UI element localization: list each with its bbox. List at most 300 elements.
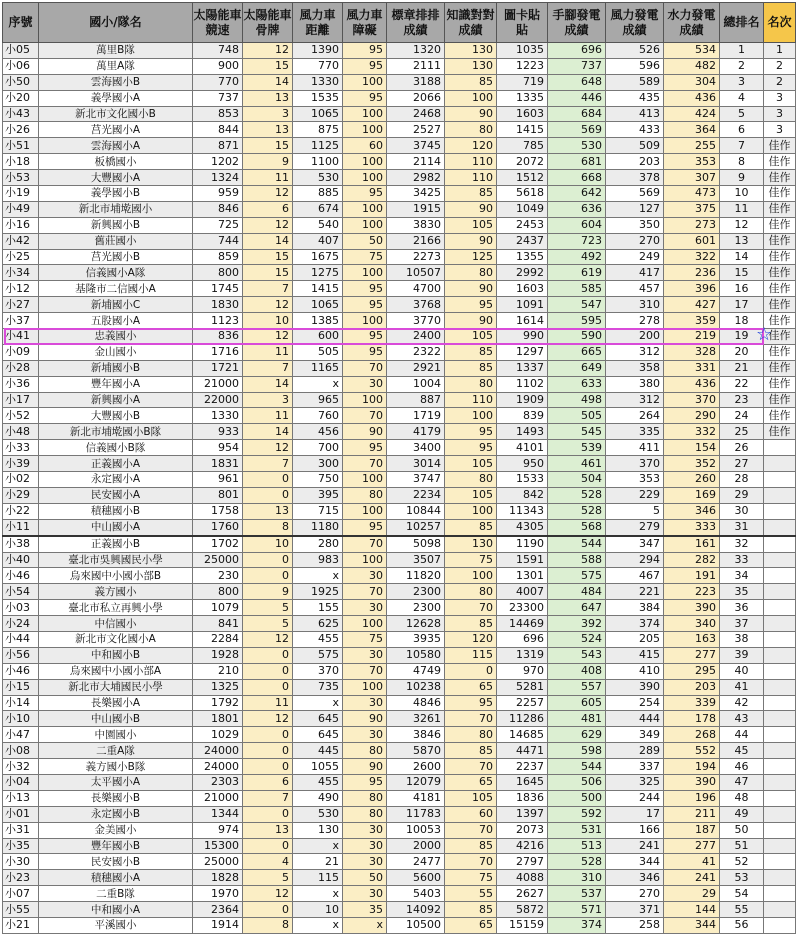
cell-seq: 小49 [3,201,39,217]
cell-seq: 小13 [3,790,39,806]
header-label: 圖卡貼 [503,7,540,22]
table-row [3,838,796,854]
cell-wind-car-distance: 645 [293,727,343,743]
cell-pedal-power: 446 [548,90,606,106]
cell-pedal-power: 504 [548,472,606,488]
cell-total-rank: 20 [720,344,764,360]
cell-quiz-score: 130 [445,43,497,59]
cell-wind-car-obstacle: 100 [343,201,387,217]
cell-card-score: 1645 [497,774,548,790]
cell-team: 義學國小B [39,186,193,202]
cell-badge-score: 3014 [387,456,445,472]
cell-wind-car-obstacle: 95 [343,344,387,360]
cell-team: 二重B隊 [39,886,193,902]
cell-team: 烏來國中小國小部B [39,568,193,584]
cell-placing: 佳作 [764,297,796,313]
cell-solar-speed: 836 [193,329,243,345]
cell-solar-domino: 14 [243,233,293,249]
cell-seq: 小44 [3,631,39,647]
table-row [3,584,796,600]
cell-card-score: 1591 [497,552,548,568]
cell-wind-car-distance: 115 [293,870,343,886]
cell-wind-car-obstacle: 100 [343,552,387,568]
cell-seq: 小56 [3,647,39,663]
cell-solar-speed: 853 [193,106,243,122]
cell-wind-power: 526 [606,43,664,59]
cell-hydro-power: 473 [664,186,720,202]
cell-pedal-power: 498 [548,392,606,408]
cell-solar-domino: 0 [243,647,293,663]
cell-total-rank: 43 [720,711,764,727]
cell-card-score: 1512 [497,170,548,186]
cell-wind-car-distance: 1535 [293,90,343,106]
cell-pedal-power: 633 [548,376,606,392]
cell-total-rank: 40 [720,663,764,679]
cell-wind-car-obstacle: 50 [343,233,387,249]
cell-solar-domino: 5 [243,870,293,886]
table-row [3,679,796,695]
header-card-score [497,3,548,43]
cell-solar-domino: 0 [243,487,293,503]
cell-solar-speed: 974 [193,822,243,838]
cell-wind-car-obstacle: 80 [343,743,387,759]
cell-total-rank: 17 [720,297,764,313]
cell-wind-power: 350 [606,217,664,233]
header-label: 知識對對 [446,7,495,22]
cell-card-score: 1335 [497,90,548,106]
cell-total-rank: 41 [720,679,764,695]
table-row [3,552,796,568]
cell-wind-car-obstacle: 75 [343,631,387,647]
cell-badge-score: 10257 [387,519,445,535]
cell-solar-domino: 11 [243,170,293,186]
cell-team: 板橋國小 [39,154,193,170]
table-row [3,249,796,265]
cell-wind-car-obstacle: 30 [343,822,387,838]
cell-quiz-score: 80 [445,727,497,743]
cell-solar-speed: 933 [193,424,243,440]
cell-quiz-score: 100 [445,90,497,106]
cell-hydro-power: 191 [664,568,720,584]
cell-total-rank: 42 [720,695,764,711]
cell-card-score: 4101 [497,440,548,456]
table-row [3,265,796,281]
cell-seq: 小14 [3,695,39,711]
cell-solar-speed: 1928 [193,647,243,663]
cell-pedal-power: 481 [548,711,606,727]
cell-solar-domino: 0 [243,838,293,854]
cell-badge-score: 11820 [387,568,445,584]
cell-seq: 小05 [3,43,39,59]
cell-team: 舊莊國小 [39,233,193,249]
cell-placing: 佳作 [764,170,796,186]
cell-placing: 佳作 [764,329,796,345]
cell-wind-car-distance: 1330 [293,74,343,90]
cell-seq: 小40 [3,552,39,568]
cell-total-rank: 39 [720,647,764,663]
cell-placing: 佳作 [764,281,796,297]
cell-quiz-score: 95 [445,440,497,456]
header-label: 太陽能車 [193,7,242,22]
cell-pedal-power: 528 [548,487,606,503]
cell-placing [764,902,796,918]
cell-solar-domino: 5 [243,600,293,616]
table-row [3,297,796,313]
cell-placing: 佳作 [764,201,796,217]
cell-solar-speed: 1745 [193,281,243,297]
cell-solar-domino: 12 [243,886,293,902]
cell-solar-domino: 12 [243,217,293,233]
cell-wind-car-distance: x [293,695,343,711]
cell-wind-car-distance: 1100 [293,154,343,170]
cell-total-rank: 54 [720,886,764,902]
table-body [3,43,796,934]
cell-seq: 小18 [3,154,39,170]
table-row [3,313,796,329]
cell-badge-score: 2600 [387,759,445,775]
cell-solar-domino: 0 [243,806,293,822]
cell-quiz-score: 90 [445,313,497,329]
cell-hydro-power: 241 [664,870,720,886]
cell-solar-speed: 748 [193,43,243,59]
cell-solar-speed: 2303 [193,774,243,790]
cell-pedal-power: 484 [548,584,606,600]
cell-wind-power: 457 [606,281,664,297]
table-row [3,106,796,122]
cell-card-score: 23300 [497,600,548,616]
header-label: 序號 [8,15,33,29]
cell-badge-score: 2982 [387,170,445,186]
cell-pedal-power: 668 [548,170,606,186]
cell-card-score: 1909 [497,392,548,408]
cell-pedal-power: 568 [548,519,606,535]
cell-solar-domino: 9 [243,584,293,600]
cell-hydro-power: 364 [664,122,720,138]
cell-pedal-power: 604 [548,217,606,233]
cell-solar-domino: 12 [243,631,293,647]
cell-solar-speed: 1970 [193,886,243,902]
cell-team: 金山國小 [39,344,193,360]
table-row [3,600,796,616]
cell-badge-score: 3770 [387,313,445,329]
cell-badge-score: 4700 [387,281,445,297]
cell-wind-car-obstacle: 95 [343,90,387,106]
cell-solar-domino: 13 [243,122,293,138]
cell-wind-car-obstacle: 70 [343,584,387,600]
cell-team: 太平國小A [39,774,193,790]
cell-wind-power: 596 [606,58,664,74]
cell-total-rank: 2 [720,58,764,74]
cell-wind-power: 509 [606,138,664,154]
cell-hydro-power: 370 [664,392,720,408]
cell-total-rank: 38 [720,631,764,647]
cell-placing [764,456,796,472]
cell-quiz-score: 105 [445,487,497,503]
cell-total-rank: 24 [720,408,764,424]
cell-solar-domino: 0 [243,472,293,488]
cell-badge-score: 2273 [387,249,445,265]
cell-pedal-power: 492 [548,249,606,265]
cell-placing: 2 [764,58,796,74]
cell-wind-car-distance: 1125 [293,138,343,154]
cell-wind-power: 353 [606,472,664,488]
cell-quiz-score: 110 [445,392,497,408]
cell-hydro-power: 255 [664,138,720,154]
cell-wind-car-obstacle: 100 [343,503,387,519]
cell-wind-car-distance: 735 [293,679,343,695]
table-row [3,790,796,806]
cell-card-score: 5281 [497,679,548,695]
header-sublabel: 成績 [622,22,647,37]
cell-wind-power: 433 [606,122,664,138]
cell-pedal-power: 590 [548,329,606,345]
cell-solar-speed: 770 [193,74,243,90]
cell-pedal-power: 524 [548,631,606,647]
cell-badge-score: 887 [387,392,445,408]
cell-solar-speed: 1721 [193,360,243,376]
cell-card-score: 1102 [497,376,548,392]
cell-wind-car-obstacle: 30 [343,695,387,711]
cell-team: 義學國小A [39,90,193,106]
cell-seq: 小31 [3,822,39,838]
cell-quiz-score: 70 [445,759,497,775]
header-sublabel: 貼 [515,22,528,37]
cell-wind-power: 258 [606,917,664,933]
cell-solar-speed: 844 [193,122,243,138]
cell-wind-car-distance: 885 [293,186,343,202]
cell-seq: 小24 [3,616,39,632]
cell-badge-score: 3935 [387,631,445,647]
cell-pedal-power: 543 [548,647,606,663]
cell-wind-car-distance: 1065 [293,297,343,313]
cell-hydro-power: 322 [664,249,720,265]
cell-wind-car-distance: 300 [293,456,343,472]
cell-total-rank: 1 [720,43,764,59]
cell-placing [764,487,796,503]
cell-quiz-score: 100 [445,568,497,584]
cell-solar-speed: 744 [193,233,243,249]
cell-wind-car-distance: 455 [293,774,343,790]
cell-card-score: 2257 [497,695,548,711]
cell-wind-car-obstacle: 80 [343,487,387,503]
header-label: 國小/隊名 [89,15,142,29]
cell-pedal-power: 629 [548,727,606,743]
cell-pedal-power: 595 [548,313,606,329]
header-placing [764,3,796,43]
cell-placing: 佳作 [764,360,796,376]
star-icon: ☆ [756,323,773,345]
cell-seq: 小32 [3,759,39,775]
cell-quiz-score: 85 [445,519,497,535]
cell-seq: 小38 [3,536,39,552]
cell-wind-car-distance: 21 [293,854,343,870]
cell-team: 永定國小B [39,806,193,822]
cell-hydro-power: 353 [664,154,720,170]
cell-quiz-score: 90 [445,281,497,297]
cell-total-rank: 14 [720,249,764,265]
cell-wind-car-distance: 1925 [293,584,343,600]
cell-wind-power: 325 [606,774,664,790]
cell-pedal-power: 408 [548,663,606,679]
cell-placing: 佳作 [764,392,796,408]
cell-quiz-score: 115 [445,647,497,663]
cell-hydro-power: 304 [664,74,720,90]
cell-badge-score: 12628 [387,616,445,632]
cell-seq: 小12 [3,281,39,297]
cell-team: 新北市埔墘國小B隊 [39,424,193,440]
cell-wind-car-obstacle: 90 [343,759,387,775]
cell-total-rank: 21 [720,360,764,376]
cell-wind-power: 249 [606,249,664,265]
cell-hydro-power: 339 [664,695,720,711]
cell-card-score: 4305 [497,519,548,535]
cell-placing: 佳作 [764,344,796,360]
cell-quiz-score: 70 [445,711,497,727]
cell-hydro-power: 427 [664,297,720,313]
cell-solar-speed: 859 [193,249,243,265]
table-row [3,360,796,376]
cell-total-rank: 22 [720,376,764,392]
cell-hydro-power: 396 [664,281,720,297]
cell-wind-car-obstacle: 50 [343,870,387,886]
cell-pedal-power: 571 [548,902,606,918]
cell-card-score: 1337 [497,360,548,376]
cell-solar-speed: 21000 [193,790,243,806]
cell-wind-car-distance: 1065 [293,106,343,122]
cell-solar-speed: 800 [193,265,243,281]
cell-wind-car-distance: 674 [293,201,343,217]
cell-solar-speed: 1716 [193,344,243,360]
cell-wind-car-distance: 530 [293,170,343,186]
cell-quiz-score: 70 [445,854,497,870]
cell-team: 新埔國小C [39,297,193,313]
cell-pedal-power: 513 [548,838,606,854]
cell-team: 中園國小 [39,727,193,743]
cell-wind-car-obstacle: 30 [343,647,387,663]
cell-quiz-score: 85 [445,74,497,90]
cell-card-score: 1319 [497,647,548,663]
cell-solar-domino: 15 [243,138,293,154]
cell-hydro-power: 154 [664,440,720,456]
cell-hydro-power: 332 [664,424,720,440]
cell-team: 義方國小B隊 [39,759,193,775]
cell-placing: 佳作 [764,233,796,249]
cell-total-rank: 4 [720,90,764,106]
cell-solar-domino: 8 [243,519,293,535]
cell-wind-power: 312 [606,392,664,408]
cell-team: 信義國小A隊 [39,265,193,281]
cell-hydro-power: 333 [664,519,720,535]
cell-total-rank: 13 [720,233,764,249]
table-row [3,217,796,233]
cell-seq: 小17 [3,392,39,408]
cell-solar-domino: 3 [243,392,293,408]
cell-wind-car-distance: 505 [293,344,343,360]
cell-solar-domino: 13 [243,90,293,106]
cell-solar-speed: 2284 [193,631,243,647]
table-row [3,536,796,552]
cell-solar-domino: 10 [243,536,293,552]
cell-team: 義方國小 [39,584,193,600]
cell-pedal-power: 545 [548,424,606,440]
cell-placing: 佳作 [764,217,796,233]
cell-wind-car-obstacle: 95 [343,186,387,202]
cell-hydro-power: 482 [664,58,720,74]
cell-total-rank: 16 [720,281,764,297]
cell-wind-car-obstacle: 100 [343,154,387,170]
header-total-rank [720,3,764,43]
table-row [3,487,796,503]
cell-wind-power: 413 [606,106,664,122]
cell-quiz-score: 95 [445,297,497,313]
cell-wind-car-obstacle: 100 [343,217,387,233]
cell-team: 積穗國小A [39,870,193,886]
cell-solar-speed: 1123 [193,313,243,329]
cell-badge-score: 10580 [387,647,445,663]
cell-wind-car-obstacle: 95 [343,281,387,297]
cell-card-score: 950 [497,456,548,472]
cell-seq: 小07 [3,886,39,902]
cell-solar-speed: 1801 [193,711,243,727]
cell-team: 中和國小B [39,647,193,663]
cell-solar-speed: 21000 [193,376,243,392]
cell-team: 雲海國小A [39,138,193,154]
cell-badge-score: 3507 [387,552,445,568]
cell-solar-domino: 13 [243,822,293,838]
header-sublabel: 距離 [305,22,330,37]
cell-quiz-score: 105 [445,329,497,345]
cell-total-rank: 50 [720,822,764,838]
cell-wind-power: 349 [606,727,664,743]
cell-team: 積穗國小B [39,503,193,519]
cell-solar-speed: 1760 [193,519,243,535]
cell-solar-domino: 12 [243,329,293,345]
cell-wind-power: 358 [606,360,664,376]
cell-badge-score: 2111 [387,58,445,74]
cell-solar-domino: 4 [243,854,293,870]
cell-total-rank: 48 [720,790,764,806]
cell-seq: 小35 [3,838,39,854]
cell-team: 新埔國小B [39,360,193,376]
cell-wind-power: 244 [606,790,664,806]
cell-wind-car-obstacle: 30 [343,600,387,616]
cell-quiz-score: 85 [445,902,497,918]
cell-quiz-score: 90 [445,201,497,217]
cell-total-rank: 55 [720,902,764,918]
table-row [3,743,796,759]
cell-pedal-power: 647 [548,600,606,616]
cell-seq: 小27 [3,297,39,313]
table-row [3,138,796,154]
cell-wind-power: 410 [606,663,664,679]
cell-placing [764,440,796,456]
cell-badge-score: 4846 [387,695,445,711]
cell-team: 雲海國小B [39,74,193,90]
cell-hydro-power: 203 [664,679,720,695]
cell-quiz-score: 130 [445,58,497,74]
cell-solar-speed: 1330 [193,408,243,424]
cell-badge-score: 4179 [387,424,445,440]
cell-wind-car-distance: 770 [293,58,343,74]
cell-pedal-power: 648 [548,74,606,90]
cell-pedal-power: 684 [548,106,606,122]
table-row [3,440,796,456]
cell-team: 豐年國小B [39,838,193,854]
cell-placing: 3 [764,122,796,138]
cell-wind-power: 205 [606,631,664,647]
cell-wind-car-obstacle: 100 [343,313,387,329]
cell-hydro-power: 223 [664,584,720,600]
